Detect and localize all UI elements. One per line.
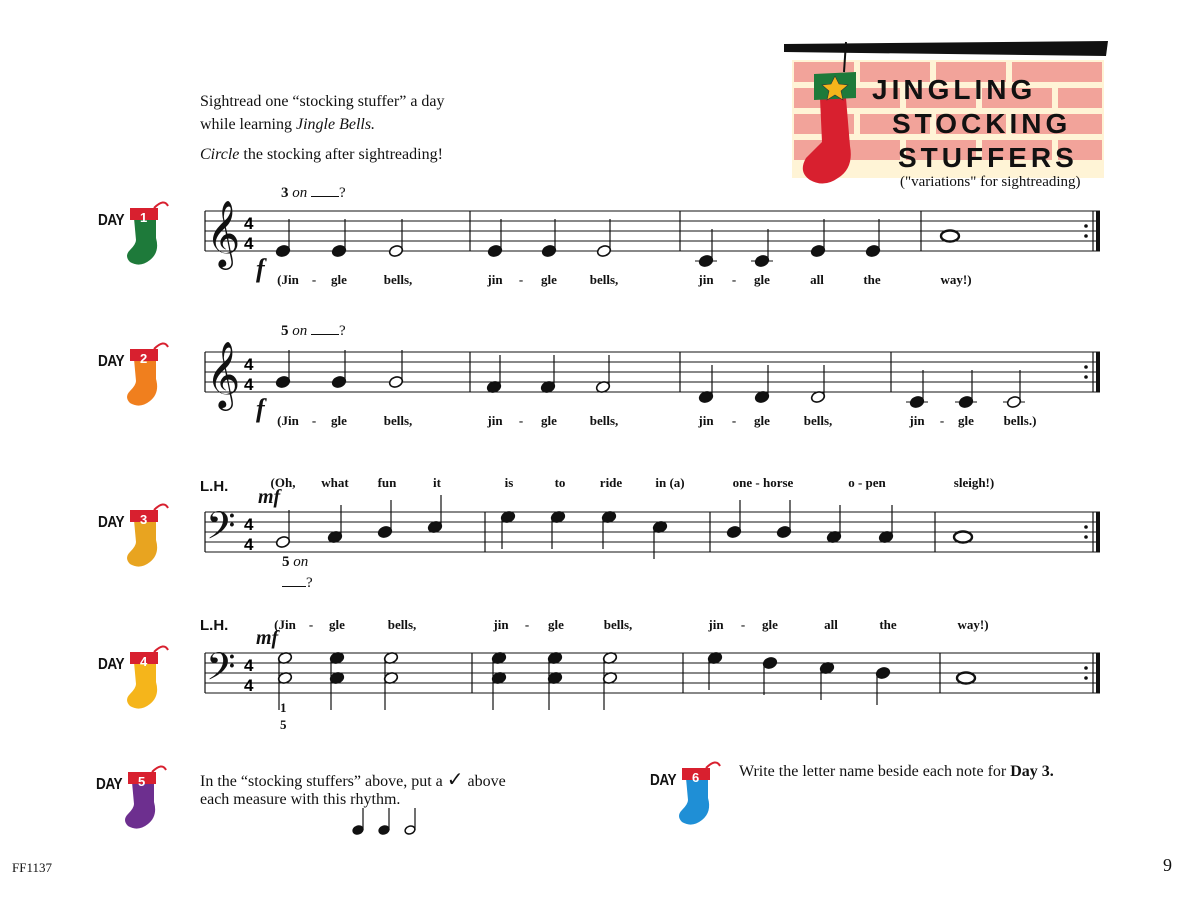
intro-song-title: Jingle Bells. [295,116,376,133]
day1-position-q: ? [339,185,346,201]
day1-lyric: gle [541,272,557,287]
day-4-label: DAY [98,656,125,673]
day3-lyric: in (a) [655,475,685,490]
day2-time-top: 4 [244,355,254,374]
footer-code: FF1137 [12,860,52,875]
day-5-number: 5 [138,774,146,789]
day3-lyric: sleigh!) [953,475,995,490]
day4-lyric: way!) [957,617,989,632]
day3-position-num: 5 [282,554,290,570]
day3-lyric: (Oh, [270,475,296,490]
day1-dynamic: f [256,254,265,283]
day4-dynamic: mf [256,627,279,649]
day4-lyric: jin [708,617,724,632]
day1-lyric: bells, [589,272,619,287]
day4-lyric: gle [762,617,778,632]
day3-repeat-dot [1084,535,1088,539]
day-2-number: 2 [140,351,148,366]
day3-position [282,554,308,571]
day4-final-thick [1096,653,1100,693]
day1-lyric: (Jin [277,272,299,287]
day3-position-q: ? [306,575,313,591]
day2-position-on: on [292,323,308,339]
day2-lyric: jin [909,413,925,428]
day6-text [739,763,1054,781]
day2-lyric: gle [958,413,974,428]
day1-repeat-dot [1084,224,1088,228]
day-3-number: 3 [140,512,148,527]
day2-lyric: gle [541,413,557,428]
day1-final-thick [1096,211,1100,251]
day1-lyric: - [731,272,737,287]
day2-lyric: jin [698,413,714,428]
day3-repeat-dot [1084,525,1088,529]
day-3-label: DAY [98,514,125,531]
day5-text-b: above [467,773,506,790]
day2-lyric: - [311,413,317,428]
day1-lyric: gle [331,272,347,287]
day4-lyric: (Jin [274,617,296,632]
day1-lyric: bells, [383,272,413,287]
d1-whole-note [941,231,959,242]
day-4-number: 4 [140,654,148,669]
day5-text-line2: each measure with this rhythm. [200,791,401,808]
day2-position [281,322,346,340]
day1-lyric: - [311,272,317,287]
day-1-label: DAY [98,212,125,229]
day1-position-num: 3 [281,185,289,201]
day5-text-line1 [200,767,506,791]
day4-lyric: gle [548,617,564,632]
day4-lyric: - [524,617,530,632]
day3-position-on: on [293,554,309,570]
day1-lyric: jin [698,272,714,287]
d4-whole-note [957,673,975,684]
day3-lyric: to [554,475,566,490]
checkmark-icon: ✓ [446,767,464,791]
intro-line-3-rest: the stocking after sightreading! [239,146,443,163]
day3-lyric: o - pen [848,475,886,490]
intro-line-1: Sightread one “stocking stuffer” a day [200,93,445,110]
day2-lyric: bells, [383,413,413,428]
day1-repeat-dot [1084,234,1088,238]
day-5-label: DAY [96,776,123,793]
day-6-number: 6 [692,770,700,785]
day4-lyric: jin [493,617,509,632]
day3-lyric: fun [377,475,397,490]
intro-circle-word: Circle [200,146,240,163]
day3-lyric: what [321,475,349,490]
day2-lyric: gle [331,413,347,428]
day3-lyric: it [433,475,441,490]
day1-clef: 𝄞 [206,199,241,267]
day-6-label: DAY [650,772,677,789]
day1-blank[interactable] [311,184,339,197]
day1-lyric: way!) [940,272,972,287]
day1-lyric: gle [754,272,770,287]
day5-rhythm-note [352,825,364,836]
day1-lyric: the [863,272,881,287]
page-number: 9 [1163,855,1172,875]
day4-lyric: the [879,617,897,632]
day2-lyric: bells.) [1003,413,1037,428]
day-1-number: 1 [140,210,148,225]
day3-time-bottom: 4 [244,535,254,554]
day4-lyric: bells, [387,617,417,632]
day4-time-bottom: 4 [244,676,254,695]
day6-text-b: Day 3. [1010,763,1054,780]
day2-clef: 𝄞 [206,340,241,408]
day3-lyric: one - horse [732,475,794,490]
day1-lyric: all [810,272,824,287]
day4-lyric: gle [329,617,345,632]
day3-lyric: is [504,475,514,490]
day-2-label: DAY [98,353,125,370]
day2-lyric: - [731,413,737,428]
day2-lyric: bells, [803,413,833,428]
day2-lyric: jin [487,413,503,428]
day1-position-on: on [292,185,308,201]
intro-line-2-prefix: while learning [200,116,296,133]
title-subtitle: ("variations" for sightreading) [900,174,1081,190]
day1-time-bottom: 4 [244,234,254,253]
d3-whole-note [954,532,972,543]
day4-lyric: - [740,617,746,632]
day2-repeat-dot [1084,365,1088,369]
title-line-3: STUFFERS [898,142,1078,173]
day4-finger-5: 5 [280,717,287,732]
day4-time-top: 4 [244,656,254,675]
day4-lyric: bells, [603,617,633,632]
day2-repeat-dot [1084,375,1088,379]
day3-final-thick [1096,512,1100,552]
day4-hand: L.H. [200,617,229,634]
title-line-2: STOCKING [892,108,1072,139]
day1-lyric: jin [487,272,503,287]
day3-lyric: ride [599,475,623,490]
day1-lyric: - [518,272,524,287]
day4-repeat-dot [1084,666,1088,670]
day4-lyric: all [824,617,838,632]
day3-dynamic: mf [258,486,281,508]
day4-repeat-dot [1084,676,1088,680]
day5-rhythm-note [404,825,416,836]
day2-final-thick [1096,352,1100,392]
day3-hand: L.H. [200,478,229,495]
title-line-1: JINGLING [872,74,1037,105]
day2-lyric: gle [754,413,770,428]
day6-text-a: Write the letter name beside each note for [739,763,1011,780]
day2-lyric: - [518,413,524,428]
day2-time-bottom: 4 [244,375,254,394]
day3-clef: 𝄢 [206,503,236,557]
day2-dynamic: f [256,394,265,423]
day1-time-top: 4 [244,214,254,233]
day3-time-top: 4 [244,515,254,534]
day5-text-a: In the “stocking stuffers” above, put a [200,773,443,790]
day5-rhythm-note [378,825,390,836]
day4-clef: 𝄢 [206,644,236,698]
day2-position-q: ? [339,323,346,339]
day3-blank[interactable] [282,574,306,587]
day2-blank[interactable] [311,322,339,335]
day3-position-blank [282,574,313,592]
day2-lyric: bells, [589,413,619,428]
day2-lyric: - [939,413,945,428]
day4-lyric: - [308,617,314,632]
day2-position-num: 5 [281,323,289,339]
day2-lyric: (Jin [277,413,299,428]
day1-position [281,184,346,202]
day4-finger-1: 1 [280,700,287,715]
